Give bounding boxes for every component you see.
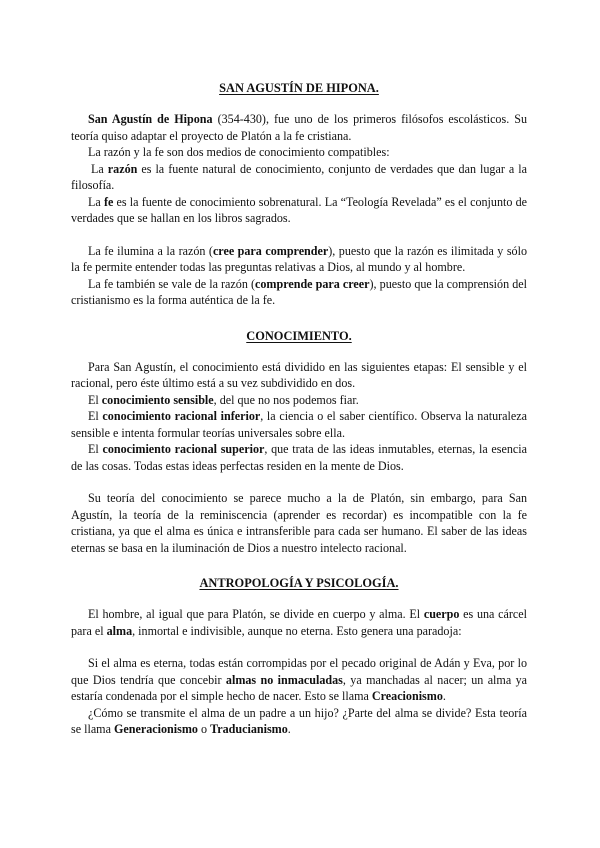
section-paragraph xyxy=(71,606,527,639)
paragraph-text: La fe ilumina a la razón ( xyxy=(88,243,213,258)
intro-paragraph xyxy=(71,161,527,194)
section-paragraph: Para San Agustín, el conocimiento está dividido en las siguientes etapas: El sensible y el racional, pero éste último está a su vez subdividido en dos. xyxy=(71,359,527,390)
bold-term: conocimiento sensible xyxy=(101,392,214,407)
section-paragraph xyxy=(71,655,527,705)
paragraph-text: El xyxy=(88,409,103,423)
paragraph-text: El xyxy=(88,392,102,407)
paragraph-text: La xyxy=(88,194,104,209)
paragraph-text: ), puesto que la comprensión del cristianismo es la forma auténtica de la fe. xyxy=(71,276,527,307)
bold-term: almas no inmaculadas xyxy=(225,672,343,687)
section-paragraph: Su teoría del conocimiento se parece mucho a la de Platón, sin embargo, para San Agustín, la teoría de la reminiscencia (aprender es recordar) es incompatible con la fe cristiana, ya que el alma es única e intransferible para cada ser humano. El saber de las ideas eternas se basa en la iluminación de Dios a nuestro intelecto racional. xyxy=(71,491,527,555)
section-paragraph xyxy=(71,408,527,441)
paragraph-text: Si el alma es eterna, todas están corrompidas por el pecado original de Adán y Eva, por lo que Dios tendría que concebir xyxy=(71,656,527,687)
paragraph-text: ), puesto que la razón es ilimitada y sólo la fe permite entender todas las preguntas relativas a Dios, al mundo y al hombre. xyxy=(71,243,527,274)
bold-term: alma xyxy=(106,623,133,638)
intro-paragraph xyxy=(71,243,527,276)
bold-term: cuerpo xyxy=(423,607,460,621)
paragraph-text: El xyxy=(88,442,103,456)
paragraph-text: , que trata de las ideas inmutables, eternas, la esencia de las cosas. Todas estas ideas perfectas residen en la mente de Dios. xyxy=(71,442,527,473)
paragraph-text: , inmortal e indivisible, aunque no eterna. Esto genera una paradoja: xyxy=(132,623,462,638)
paragraph-text: La fe también se vale de la razón ( xyxy=(88,276,255,291)
paragraph-text: . xyxy=(287,722,291,736)
bold-term: Generacionismo xyxy=(113,722,198,736)
bold-term: conocimiento racional superior xyxy=(102,442,265,456)
section-paragraph xyxy=(71,705,527,738)
paragraph-text: (354-430), fue uno de los primeros filósofos escolásticos. Su teoría quiso adaptar el proyecto de Platón a la fe cristiana. xyxy=(71,112,527,143)
paragraph-text: es la fuente natural de conocimiento, conjunto de verdades que dan lugar a la filosofía. xyxy=(71,161,527,192)
bold-term: cree para comprender xyxy=(212,243,329,258)
section-paragraph xyxy=(71,441,527,474)
section-heading: ANTROPOLOGÍA Y PSICOLOGÍA. xyxy=(199,576,399,590)
intro-paragraph xyxy=(71,276,527,309)
paragraph-text: es la fuente de conocimiento sobrenatural. La “Teología Revelada” es el conjunto de verdades que se hallan en los libros sagrados. xyxy=(71,194,527,225)
section-heading: CONOCIMIENTO. xyxy=(246,328,352,343)
bold-term: comprende para creer xyxy=(255,276,370,291)
bold-term: fe xyxy=(103,194,114,209)
paragraph-text: , del que no nos podemos fiar. xyxy=(213,392,359,407)
paragraph-text: . xyxy=(442,689,446,703)
bold-term: conocimiento racional inferior xyxy=(102,409,261,423)
paragraph-text: es una cárcel para el xyxy=(71,607,527,638)
bold-term: Traducianismo xyxy=(210,722,288,736)
document-title: SAN AGUSTÍN DE HIPONA. xyxy=(219,81,379,95)
document-content xyxy=(71,70,527,738)
paragraph-text: La xyxy=(91,161,108,176)
paragraph-text: ¿Cómo se transmite el alma de un padre a un hijo? ¿Parte del alma se divide? Esta teoría se llama xyxy=(71,705,527,736)
bold-term: razón xyxy=(107,161,138,176)
paragraph-text: El hombre, al igual que para Platón, se divide en cuerpo y alma. El xyxy=(88,607,424,621)
section-paragraph xyxy=(71,392,527,409)
paragraph-text: , ya manchadas al nacer; un alma ya estaría condenada por el simple hecho de nacer. Esto se llama xyxy=(71,672,527,703)
intro-paragraph xyxy=(71,194,527,227)
intro-paragraph xyxy=(71,111,527,144)
bold-term: Creacionismo xyxy=(371,689,443,703)
paragraph-text: , la ciencia o el saber científico. Observa la naturaleza sensible e intenta formular teorías universales sobre ella. xyxy=(71,409,527,440)
bold-term: San Agustín de Hipona xyxy=(88,112,213,126)
intro-paragraph: La razón y la fe son dos medios de conocimiento compatibles: xyxy=(88,145,390,159)
paragraph-text: o xyxy=(197,722,211,736)
